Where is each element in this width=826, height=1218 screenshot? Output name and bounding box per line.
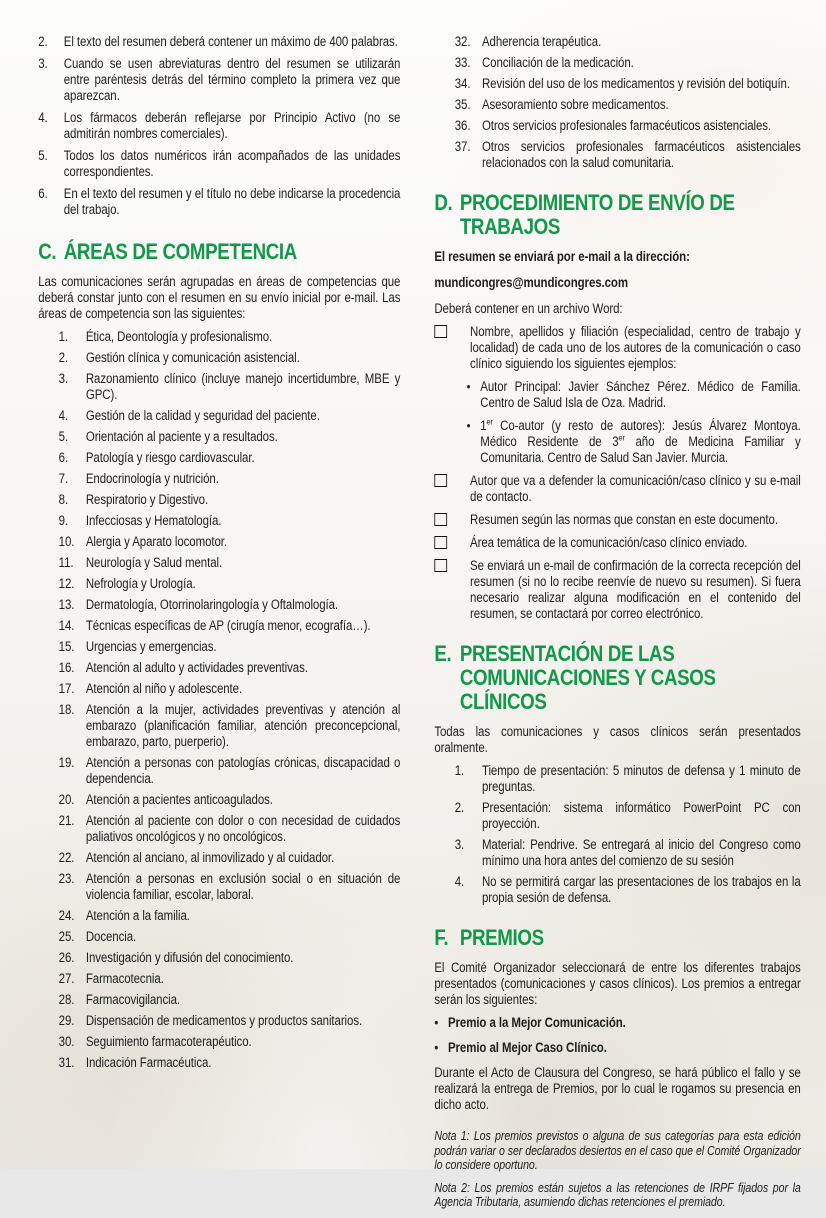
- item-text: Técnicas específicas de AP (cirugía menor, ecografía…).: [85, 618, 371, 633]
- checklist-item: [434, 512, 800, 528]
- checklist-item: [434, 473, 800, 505]
- section-heading-d: [434, 191, 800, 239]
- bullet-icon: •: [434, 1040, 439, 1055]
- list-item: [59, 792, 401, 808]
- list-item: [455, 55, 801, 71]
- bullet-icon: •: [434, 1015, 439, 1030]
- item-text: Alergia y Aparato locomotor.: [85, 534, 227, 549]
- item-number: 26.: [58, 950, 75, 965]
- item-number: 19.: [58, 755, 75, 770]
- item-text: Tiempo de presentación: 5 minutos de defensa y 1 minuto de preguntas.: [481, 763, 801, 794]
- list-item: [59, 576, 401, 592]
- email-instruction: El resumen se enviará por e-mail a la dirección:: [434, 249, 690, 264]
- list-item: [59, 450, 401, 466]
- left-column: [38, 34, 400, 1218]
- example-part: año de Medicina Familiar y Comunitaria. Centro de Salud San Javier. Murcia.: [480, 434, 801, 465]
- item-text: Presentación: sistema informático PowerPoint PC con proyección.: [481, 800, 801, 831]
- item-text: El texto del resumen deberá contener un máximo de 400 palabras.: [63, 34, 398, 49]
- item-text: Orientación al paciente y a resultados.: [85, 429, 278, 444]
- item-number: 15.: [58, 639, 75, 654]
- item-text: Gestión de la calidad y seguridad del paciente.: [85, 408, 320, 423]
- list-item: [59, 597, 401, 613]
- list-item: [59, 513, 401, 529]
- item-text: Atención a personas con patologías crónicas, discapacidad o dependencia.: [85, 755, 401, 786]
- item-number: 2.: [454, 800, 465, 815]
- list-item: [59, 1034, 401, 1050]
- item-text: Seguimiento farmacoterapéutico.: [85, 1034, 252, 1049]
- list-item: [59, 618, 401, 634]
- item-number: 27.: [58, 971, 75, 986]
- note-paragraph: Nota 1: Los premios previstos o alguna de sus categorías para esta edición podrán variar o ser declarados desiertos en el caso que el Comité Organizador lo considere oportuno.: [434, 1129, 801, 1172]
- item-text: No se permitirá cargar las presentaciones de los trabajos en la propia sesión de defensa.: [481, 874, 801, 905]
- bullet-icon: •: [466, 418, 471, 433]
- item-text: Dispensación de medicamentos y productos sanitarios.: [85, 1013, 363, 1028]
- checkbox-icon: [434, 536, 447, 549]
- list-item: [455, 800, 801, 832]
- heading-prefix: E.: [434, 641, 452, 666]
- checkbox-icon: [434, 559, 447, 572]
- list-item: [59, 850, 401, 866]
- list-item: [455, 874, 801, 906]
- item-number: 33.: [454, 55, 471, 70]
- item-number: 4.: [58, 408, 69, 423]
- item-text: Indicación Farmacéutica.: [85, 1055, 212, 1070]
- list-item: [59, 371, 401, 403]
- item-number: 6.: [58, 450, 69, 465]
- list-item: [455, 97, 801, 113]
- section-heading-f: [434, 926, 800, 950]
- checkbox-icon: [434, 474, 447, 487]
- list-item: [455, 763, 801, 795]
- heading-title: PRESENTACIÓN DE LAS COMUNICACIONES Y CASOS CLÍNICOS: [459, 641, 716, 714]
- prize-text: Premio a la Mejor Comunicación.: [447, 1015, 626, 1030]
- item-number: 18.: [58, 702, 75, 717]
- item-number: 37.: [454, 139, 471, 154]
- item-text: Farmacovigilancia.: [85, 992, 180, 1007]
- list-item: [455, 118, 801, 134]
- item-number: 2.: [38, 34, 48, 49]
- list-item: [59, 813, 401, 845]
- list-item: [38, 56, 400, 104]
- item-text: Atención a la familia.: [85, 908, 190, 923]
- list-item: [59, 1013, 401, 1029]
- item-number: 32.: [454, 34, 471, 49]
- bullet-icon: •: [466, 379, 471, 394]
- list-item: [59, 908, 401, 924]
- item-number: 24.: [58, 908, 75, 923]
- item-text: Ética, Deontología y profesionalismo.: [85, 329, 273, 344]
- item-text: Nefrología y Urología.: [85, 576, 196, 591]
- item-number: 21.: [58, 813, 75, 828]
- item-text: Los fármacos deberán reflejarse por Principio Activo (no se admitirán nombres comerciales).: [63, 110, 401, 141]
- item-text: Docencia.: [85, 929, 137, 944]
- item-text: Razonamiento clínico (incluye manejo incertidumbre, MBE y GPC).: [85, 371, 401, 402]
- item-text: Urgencias y emergencias.: [85, 639, 217, 654]
- example-text: [480, 418, 800, 466]
- list-item: [59, 555, 401, 571]
- item-text: Patología y riesgo cardiovascular.: [85, 450, 255, 465]
- note-paragraph: Nota 2: Los premios están sujetos a las retenciones de IRPF fijados por la Agencia Tributaria, asumiendo dichas retenciones el premiado.: [434, 1180, 801, 1209]
- item-number: 3.: [454, 837, 465, 852]
- item-text: Gestión clínica y comunicación asistencial.: [85, 350, 300, 365]
- item-text: Respiratorio y Digestivo.: [85, 492, 209, 507]
- item-number: 2.: [58, 350, 69, 365]
- section-c-intro: Las comunicaciones serán agrupadas en áreas de competencias que deberá constar junto con el resumen en su envío inicial por e-mail. Las áreas de competencia son las siguientes:: [38, 274, 401, 321]
- item-text: Neurología y Salud mental.: [85, 555, 223, 570]
- heading-prefix: F.: [434, 925, 449, 950]
- list-item: [59, 971, 401, 987]
- checklist-text: Se enviará un e-mail de confirmación de la correcta recepción del resumen (si no lo recibe reenvíe de nuevo su resumen). Si fuera necesario realizar alguna modificación en el contenido del resumen, se contactará por correo electrónico.: [470, 558, 801, 621]
- section-e-intro: Todas las comunicaciones y casos clínicos serán presentados oralmente.: [434, 724, 801, 755]
- list-item: [59, 871, 401, 903]
- item-text: Adherencia terapéutica.: [481, 34, 602, 49]
- item-text: Atención al anciano, al inmovilizado y al cuidador.: [85, 850, 335, 865]
- item-text: Material: Pendrive. Se entregará al inicio del Congreso como mínimo una hora antes del comienzo de su sesión: [481, 837, 801, 868]
- list-item: [59, 492, 401, 508]
- example-text: Autor Principal: Javier Sánchez Pérez. Médico de Familia. Centro de Salud Isla de Oza. Madrid.: [480, 379, 801, 410]
- item-text: Dermatología, Otorrinolaringología y Oftalmología.: [85, 597, 339, 612]
- item-number: 3.: [38, 56, 48, 71]
- general-rules-list: [38, 34, 400, 218]
- list-item: [38, 148, 400, 180]
- item-number: 13.: [58, 597, 75, 612]
- list-item: [455, 34, 801, 50]
- list-item: [59, 660, 401, 676]
- item-text: En el texto del resumen y el título no debe indicarse la procedencia del trabajo.: [63, 186, 401, 217]
- list-item: [59, 534, 401, 550]
- section-heading-c: [38, 240, 400, 264]
- list-item: [455, 76, 801, 92]
- checklist-item: [434, 535, 800, 551]
- item-number: 9.: [58, 513, 69, 528]
- prize-item: [434, 1015, 800, 1031]
- item-text: Atención al adulto y actividades preventivas.: [85, 660, 308, 675]
- section-f-intro: El Comité Organizador seleccionará de entre los diferentes trabajos presentados (comunicaciones y casos clínicos). Los premios a entregar serán los siguientes:: [434, 960, 801, 1007]
- checklist-text: Área temática de la comunicación/caso clínico enviado.: [470, 535, 748, 550]
- list-item: [38, 34, 400, 50]
- competence-areas-list: [38, 329, 400, 1071]
- email-address: mundicongres@mundicongres.com: [434, 275, 628, 290]
- item-number: 34.: [454, 76, 471, 91]
- item-number: 16.: [58, 660, 75, 675]
- item-text: Todos los datos numéricos irán acompañados de las unidades correspondientes.: [63, 148, 401, 179]
- item-text: Atención a pacientes anticoagulados.: [85, 792, 273, 807]
- item-text: Asesoramiento sobre medicamentos.: [481, 97, 669, 112]
- item-number: 1.: [454, 763, 465, 778]
- item-number: 3.: [58, 371, 69, 386]
- heading-title: PREMIOS: [459, 925, 544, 950]
- item-text: Farmacotecnia.: [85, 971, 164, 986]
- list-item: [455, 837, 801, 869]
- list-item: [38, 110, 400, 142]
- item-number: 5.: [58, 429, 69, 444]
- list-item: [455, 139, 801, 171]
- checklist-text: Autor que va a defender la comunicación/caso clínico y su e-mail de contacto.: [470, 473, 801, 504]
- list-item: [59, 329, 401, 345]
- item-number: 6.: [38, 186, 48, 201]
- presentation-rules-list: [434, 763, 800, 906]
- item-number: 10.: [58, 534, 75, 549]
- item-text: Atención al niño y adolescente.: [85, 681, 243, 696]
- right-column: [434, 34, 800, 1218]
- item-number: 25.: [58, 929, 75, 944]
- section-heading-e: [434, 642, 800, 714]
- item-number: 28.: [58, 992, 75, 1007]
- item-number: 4.: [454, 874, 465, 889]
- example-coauthor: [467, 418, 801, 466]
- item-number: 36.: [454, 118, 471, 133]
- item-text: Conciliación de la medicación.: [481, 55, 634, 70]
- list-item: [59, 755, 401, 787]
- example-part: 1: [480, 418, 487, 433]
- superscript: er: [486, 416, 493, 427]
- list-item: [59, 1055, 401, 1071]
- list-item: [59, 950, 401, 966]
- item-text: Investigación y difusión del conocimiento.: [85, 950, 294, 965]
- heading-prefix: C.: [38, 239, 57, 264]
- item-number: 35.: [454, 97, 471, 112]
- item-text: Atención a la mujer, actividades preventivas y atención al embarazo (planificación familiar, atención preconcepcional, embarazo, parto, puerperio).: [85, 702, 401, 749]
- item-number: 23.: [58, 871, 75, 886]
- checklist-item: [434, 558, 800, 622]
- list-item: [59, 929, 401, 945]
- example-author-principal: [467, 379, 801, 411]
- item-number: 20.: [58, 792, 75, 807]
- item-text: Endocrinología y nutrición.: [85, 471, 219, 486]
- list-item: [59, 681, 401, 697]
- word-file-line: Deberá contener en un archivo Word:: [434, 301, 623, 316]
- heading-title: ÁREAS DE COMPETENCIA: [63, 239, 297, 264]
- list-item: [59, 992, 401, 1008]
- checklist-item: [434, 324, 800, 372]
- item-number: 5.: [38, 148, 48, 163]
- checklist-text: Nombre, apellidos y filiación (especialidad, centro de trabajo y localidad) de cada uno de los autores de la comunicación o caso clínico siguiendo los siguientes ejemplos:: [470, 324, 801, 371]
- item-text: Atención a personas en exclusión social o en situación de violencia familiar, escolar, laboral.: [85, 871, 401, 902]
- item-text: Revisión del uso de los medicamentos y revisión del botiquín.: [481, 76, 790, 91]
- list-item: [59, 350, 401, 366]
- item-number: 7.: [58, 471, 69, 486]
- item-number: 14.: [58, 618, 75, 633]
- item-text: Otros servicios profesionales farmacéuticos asistenciales.: [481, 118, 772, 133]
- item-number: 8.: [58, 492, 69, 507]
- competence-areas-continued-list: [434, 34, 800, 171]
- item-number: 30.: [58, 1034, 75, 1049]
- checklist-text: Resumen según las normas que constan en este documento.: [470, 512, 778, 527]
- item-number: 17.: [58, 681, 75, 696]
- list-item: [59, 639, 401, 655]
- item-number: 22.: [58, 850, 75, 865]
- item-number: 29.: [58, 1013, 75, 1028]
- checkbox-icon: [434, 325, 447, 338]
- item-text: Infecciosas y Hematología.: [85, 513, 222, 528]
- example-part: Co-autor (y resto de autores): Jesús Álvarez Montoya. Médico Residente de 3: [480, 418, 801, 449]
- item-number: 31.: [58, 1055, 75, 1070]
- item-text: Atención al paciente con dolor o con necesidad de cuidados paliativos oncológicos y no oncológicos.: [85, 813, 401, 844]
- list-item: [38, 186, 400, 218]
- heading-prefix: D.: [434, 190, 453, 215]
- superscript: er: [618, 432, 625, 443]
- section-f-closing: Durante el Acto de Clausura del Congreso, se hará público el fallo y se realizará la entrega de Premios, por lo cual le rogamos su presencia en dicho acto.: [434, 1065, 801, 1112]
- item-number: 11.: [58, 555, 74, 570]
- prize-text: Premio al Mejor Caso Clínico.: [447, 1040, 607, 1055]
- item-number: 12.: [58, 576, 75, 591]
- list-item: [59, 429, 401, 445]
- item-text: Otros servicios profesionales farmacéuticos asistenciales relacionados con la salud comunitaria.: [481, 139, 801, 170]
- list-item: [59, 702, 401, 750]
- heading-title: PROCEDIMIENTO DE ENVÍO DE TRABAJOS: [459, 190, 735, 239]
- checkbox-icon: [434, 513, 447, 526]
- prize-item: [434, 1040, 800, 1056]
- item-number: 1.: [58, 329, 69, 344]
- item-text: Cuando se usen abreviaturas dentro del resumen se utilizarán entre paréntesis detrás del término completo la primera vez que aparezcan.: [63, 56, 401, 103]
- list-item: [59, 408, 401, 424]
- item-number: 4.: [38, 110, 48, 125]
- list-item: [59, 471, 401, 487]
